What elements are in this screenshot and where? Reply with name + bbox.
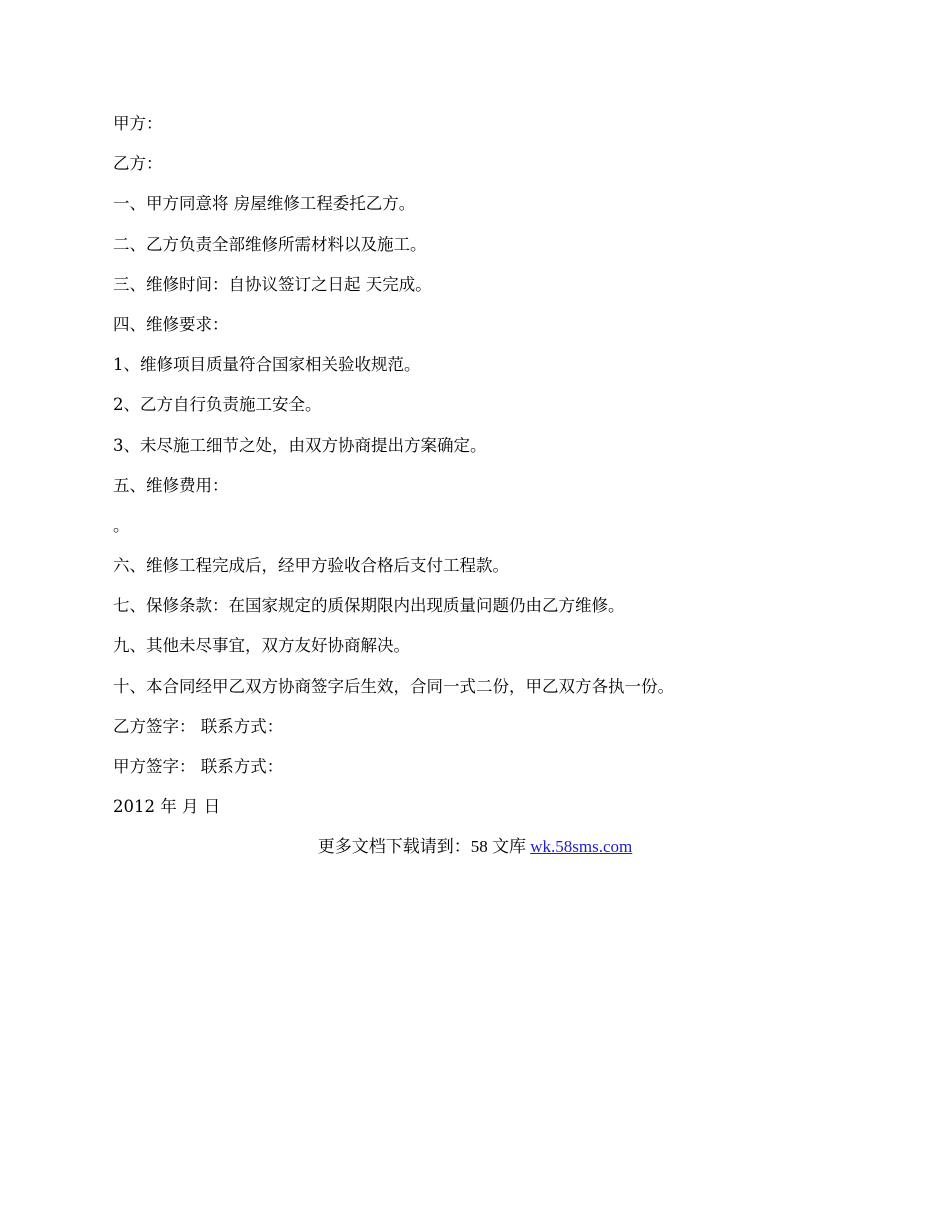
clause-2: 二、乙方负责全部维修所需材料以及施工。 [113,234,427,254]
party-b-line: 乙方： [113,154,163,174]
footer-text: 更多文档下载请到：58 文库 [317,837,531,856]
date-line: 2012 年 月 日 [113,797,221,817]
clause-10: 十、本合同经甲乙双方协商签字后生效，合同一式二份，甲乙双方各执一份。 [113,676,674,696]
requirement-1: 1、维修项目质量符合国家相关验收规范。 [113,355,421,375]
clause-7: 七、保修条款：在国家规定的质保期限内出现质量问题仍由乙方维修。 [113,596,625,616]
party-b-signature-line: 乙方签字： 联系方式： [113,716,284,736]
clause-3: 三、维修时间：自协议签订之日起 天完成。 [113,274,432,294]
party-a-line: 甲方： [113,114,163,133]
contract-body [113,112,873,835]
clause-1: 一、甲方同意将 房屋维修工程委托乙方。 [113,194,416,214]
clause-6: 六、维修工程完成后，经甲方验收合格后支付工程款。 [113,556,509,576]
clause-4-heading: 四、维修要求： [113,314,229,334]
party-a-signature-line: 甲方签字： 联系方式： [113,757,284,776]
clause-5-heading: 五、维修费用： [113,475,229,495]
requirement-2: 2、乙方自行负责施工安全。 [113,395,322,415]
download-footer [0,835,950,859]
clause-9: 九、其他未尽事宜，双方友好协商解决。 [113,636,410,656]
fee-line: 。 [113,515,130,535]
footer-link[interactable]: wk.58sms.com [530,837,633,856]
requirement-3: 3、未尽施工细节之处，由双方协商提出方案确定。 [113,435,487,455]
